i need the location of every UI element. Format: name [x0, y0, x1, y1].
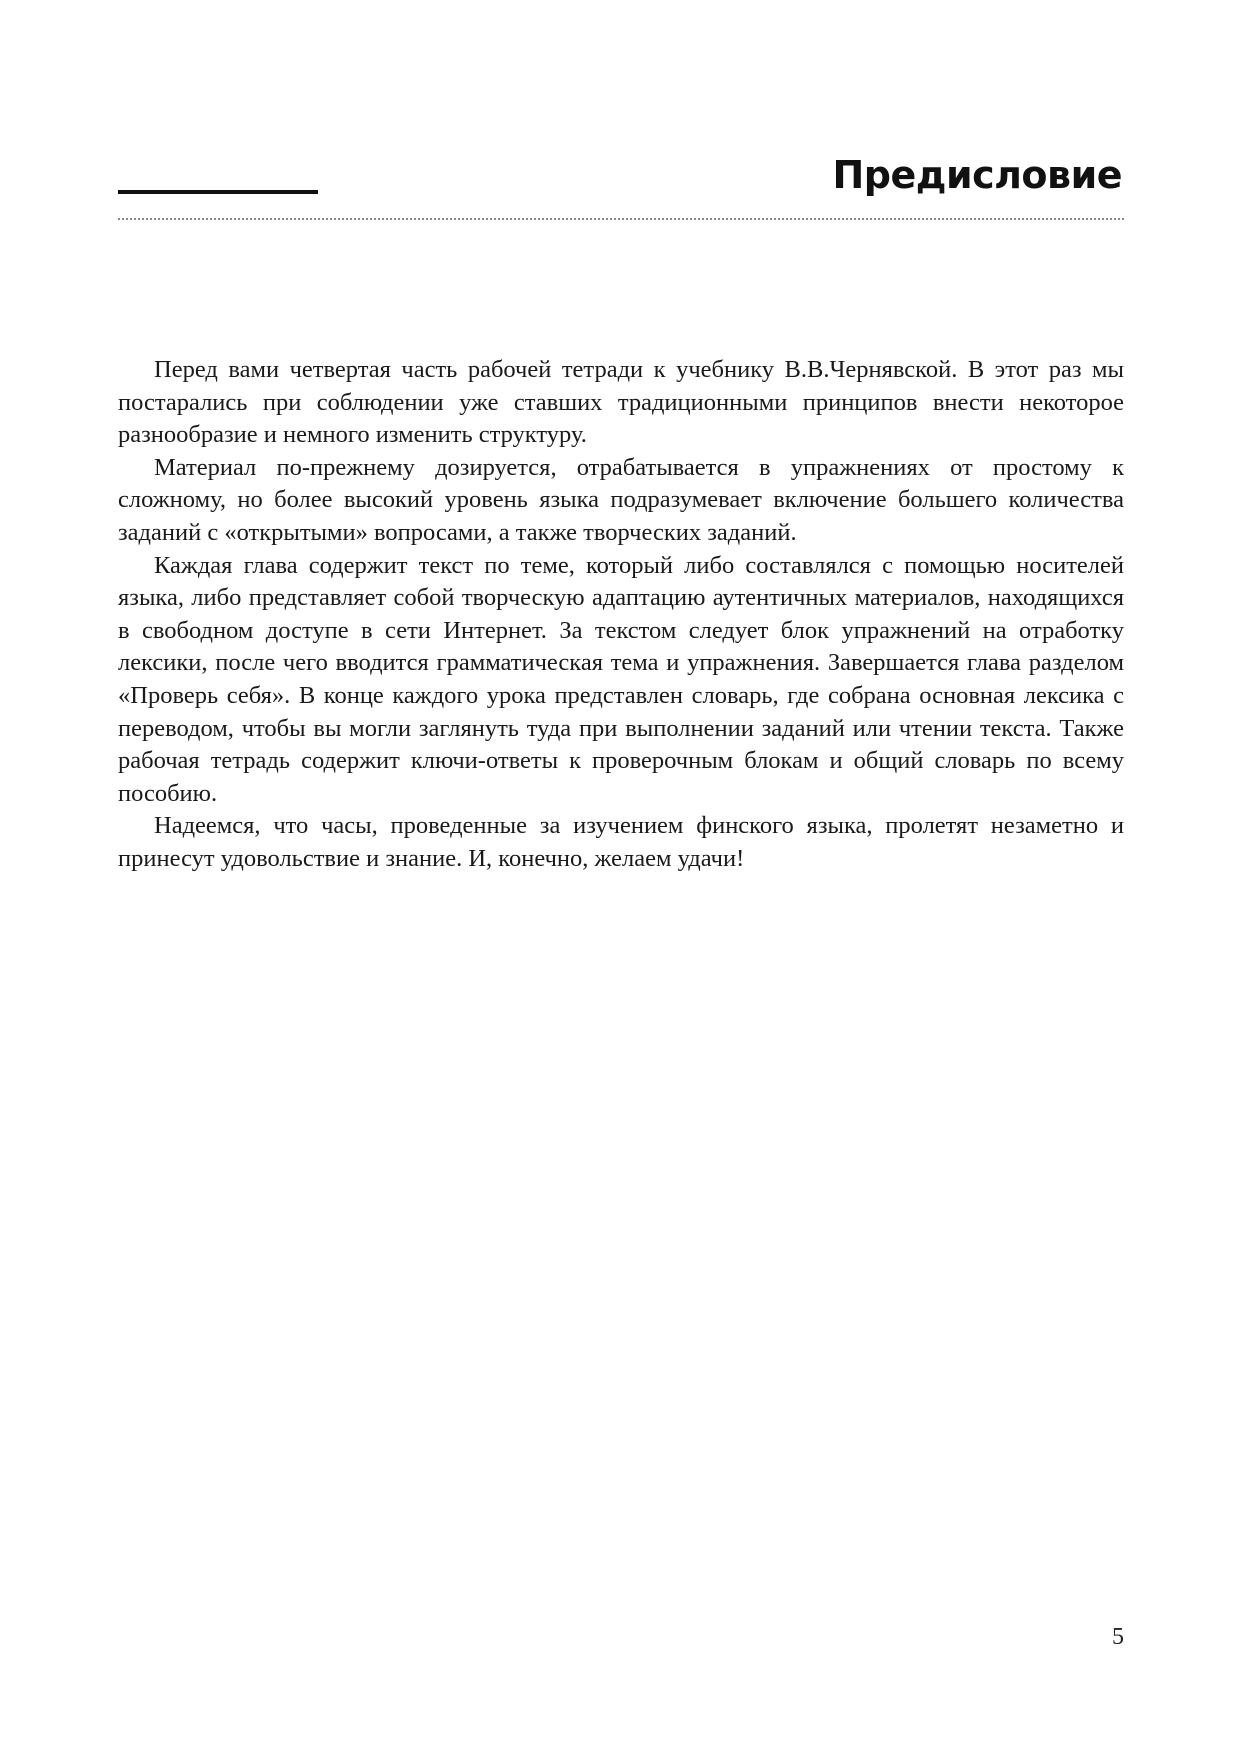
page-title: Предисловие: [832, 153, 1122, 197]
header-rule-short: [118, 190, 318, 194]
page-number: 5: [1112, 1624, 1124, 1650]
paragraph-2: Материал по-прежнему дозируется, отрабатывается в упражнениях от простому к сложному, но более высокий уровень языка подразумевает включение большего количества заданий с «открытыми» вопросами, а также творческих заданий.: [118, 453, 1124, 546]
paragraph-3: Каждая глава содержит текст по теме, который либо составлялся с помощью носителей языка, либо представляет собой творческую адаптацию аутентичных материалов, находящихся в свободном доступе в сети Интернет. За текстом следует блок упражнений на отработку лексики, после чего вводится грамматическая тема и упражнения. Завершается глава разделом «Проверь себя». В конце каждого урока представлен словарь, где собрана основная лексика с переводом, чтобы вы могли заглянуть туда при выполнении заданий или чтении текста. Также рабочая тетрадь содержит ключи-ответы к проверочным блокам и общий словарь по всему пособию.: [118, 551, 1124, 807]
paragraph-4: Надеемся, что часы, проведенные за изучением финского языка, пролетят незаметно и принесут удовольствие и знание. И, конечно, желаем удачи!: [118, 812, 1124, 872]
header-rule-dotted: [118, 218, 1124, 220]
preface-body: [118, 354, 1124, 876]
paragraph-1: Перед вами четвертая часть рабочей тетради к учебнику В.В.Чернявской. В этот раз мы постарались при соблюдении уже ставших традиционными принципов внести некоторое разнообразие и немного изменить структуру.: [118, 356, 1124, 449]
